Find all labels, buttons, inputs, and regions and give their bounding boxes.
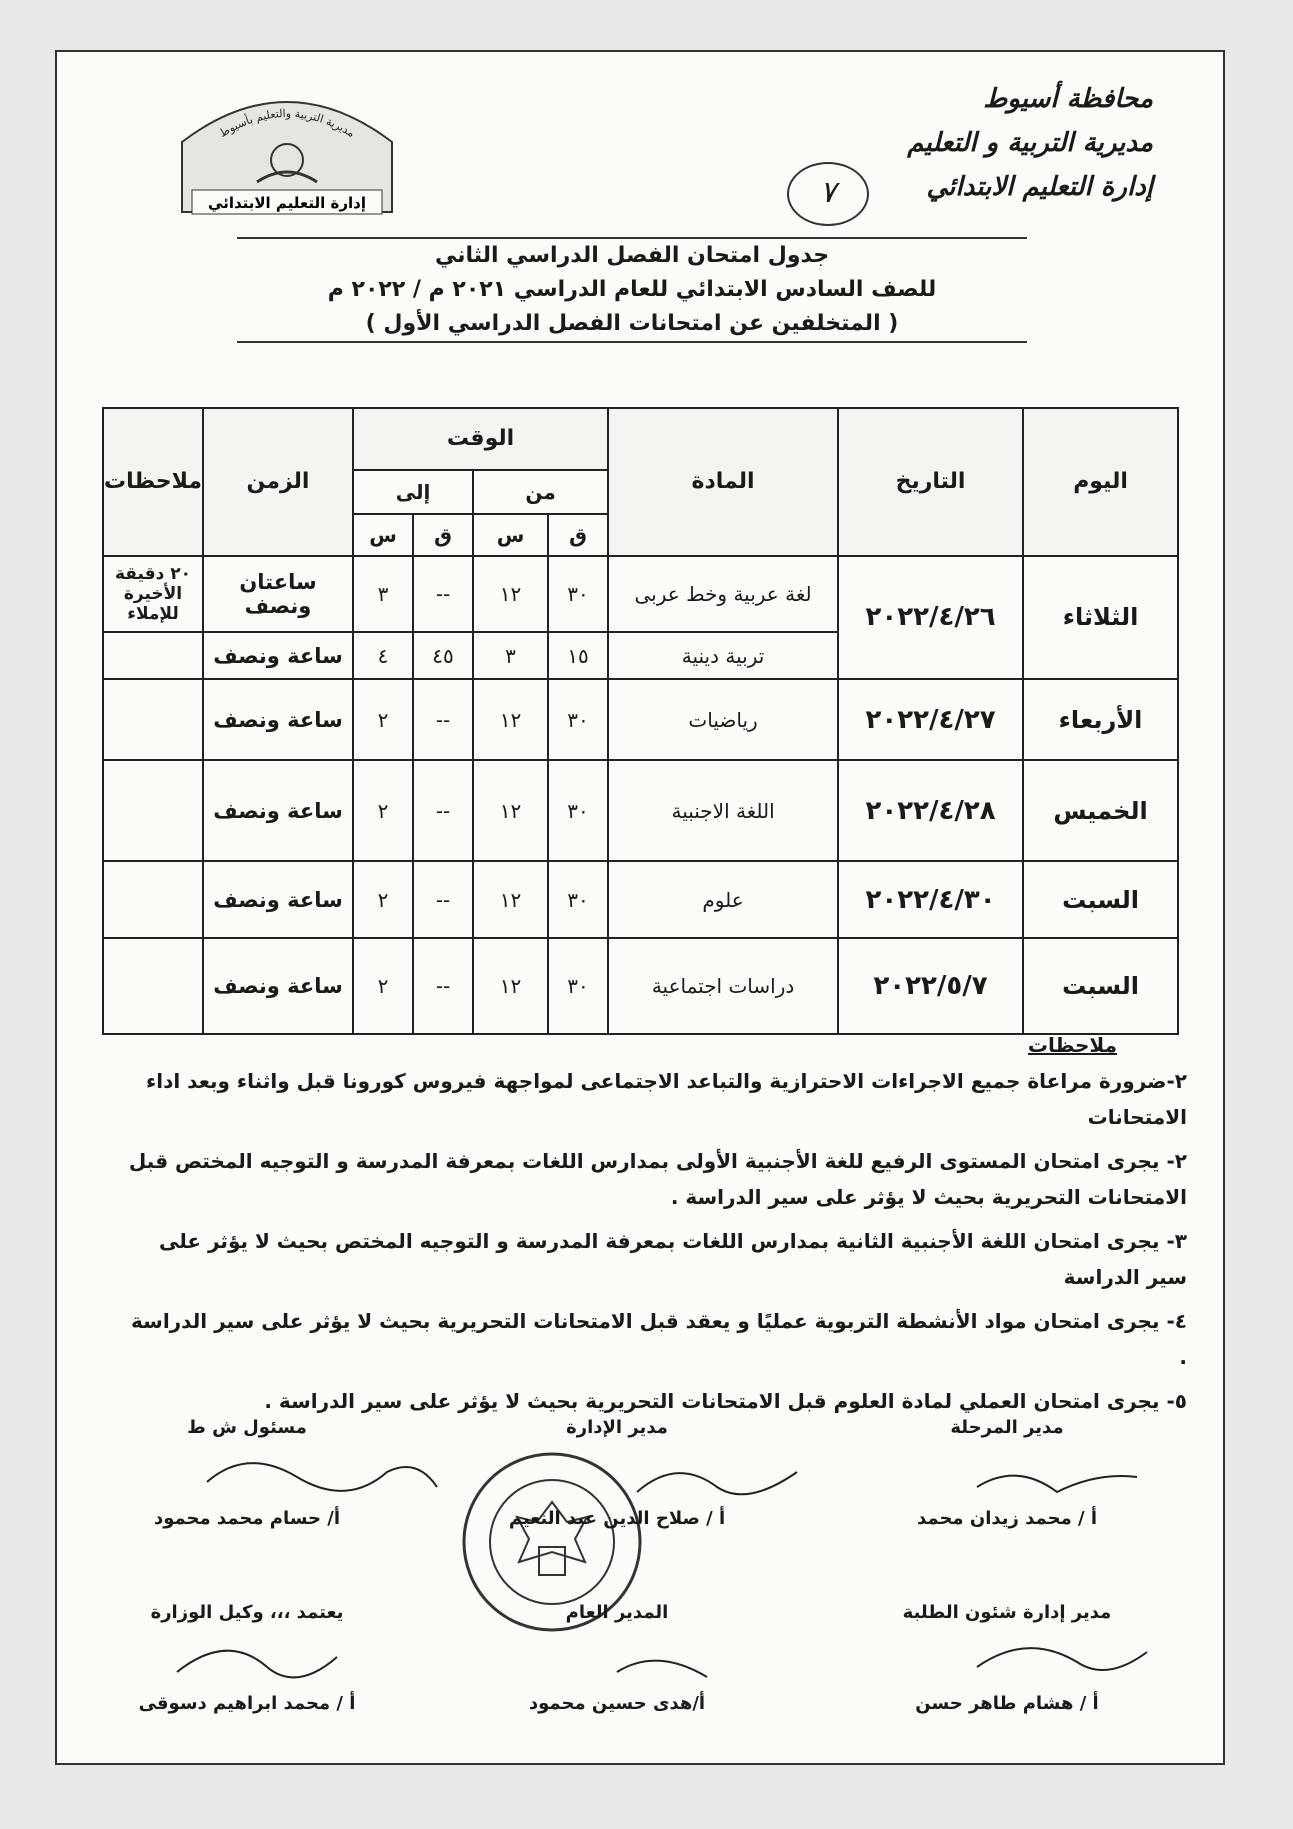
to-hours-cell: ٢ (353, 760, 413, 861)
duration-cell: ساعتان ونصف (203, 556, 353, 632)
from-minutes-cell: ٣٠ (548, 861, 608, 937)
day-cell: السبت (1023, 861, 1178, 937)
title-line-2: للصف السادس الابتدائي للعام الدراسي ٢٠٢١ م / ٢٠٢٢ م (327, 277, 937, 302)
to-minutes-cell: -- (413, 938, 473, 1034)
subject-cell: تربية دينية (608, 632, 838, 679)
header-day: اليوم (1023, 408, 1178, 556)
page-number-mark: ٧ (787, 162, 869, 226)
note-cell: ٢٠ دقيقة الأخيرة للإملاء (103, 556, 203, 632)
duration-cell: ساعة ونصف (203, 760, 353, 861)
signature-title: مدير إدارة شئون الطلبة (902, 1602, 1112, 1623)
signature-name: أ / هشام طاهر حسن (915, 1693, 1099, 1714)
note-cell (103, 938, 203, 1034)
notes-section (127, 1027, 1187, 1427)
to-hours-cell: ٢ (353, 938, 413, 1034)
duration-cell: ساعة ونصف (203, 679, 353, 760)
logo-text: إدارة التعليم الابتدائي (208, 194, 366, 212)
from-minutes-cell: ٣٠ (548, 679, 608, 760)
table-row (103, 556, 1178, 632)
signature-name: أ/هدى حسين محمود (528, 1693, 706, 1714)
to-minutes-cell: ٤٥ (413, 632, 473, 679)
subject-cell: علوم (608, 861, 838, 937)
header-from: من (473, 470, 608, 514)
day-cell: السبت (1023, 938, 1178, 1034)
note-cell (103, 632, 203, 679)
from-minutes-cell: ٣٠ (548, 556, 608, 632)
header-line-administration: إدارة التعليم الابتدائي (926, 172, 1153, 202)
signature-title: يعتمد ،،، وكيل الوزارة (150, 1602, 344, 1623)
date-cell: ٢٠٢٢/٥/٧ (838, 938, 1023, 1034)
subject-cell: رياضيات (608, 679, 838, 760)
signature-name: أ/ حسام محمد محمود (153, 1508, 341, 1529)
header-from-hours: س (473, 514, 548, 556)
date-cell: ٢٠٢٢/٤/٢٧ (838, 679, 1023, 760)
handwritten-signatures (97, 1417, 1187, 1747)
header-to-minutes: ق (413, 514, 473, 556)
signatures-area (97, 1417, 1187, 1747)
signature-name: أ / محمد زيدان محمد (916, 1508, 1098, 1529)
header-date: التاريخ (838, 408, 1023, 556)
date-cell: ٢٠٢٢/٤/٢٦ (838, 556, 1023, 679)
to-minutes-cell: -- (413, 679, 473, 760)
header-duration: الزمن (203, 408, 353, 556)
from-minutes-cell: ٣٠ (548, 938, 608, 1034)
from-minutes-cell: ٣٠ (548, 760, 608, 861)
from-hours-cell: ١٢ (473, 556, 548, 632)
directorate-header (907, 77, 1153, 209)
from-minutes-cell: ١٥ (548, 632, 608, 679)
day-cell: الثلاثاء (1023, 556, 1178, 679)
note-cell (103, 679, 203, 760)
to-hours-cell: ٢ (353, 679, 413, 760)
from-hours-cell: ١٢ (473, 938, 548, 1034)
header-line-directorate: مديرية التربية و التعليم (907, 128, 1153, 158)
date-cell: ٢٠٢٢/٤/٢٨ (838, 760, 1023, 861)
header-time: الوقت (353, 408, 608, 470)
from-hours-cell: ١٢ (473, 760, 548, 861)
day-cell: الأربعاء (1023, 679, 1178, 760)
schedule-titles (197, 237, 1067, 343)
to-minutes-cell: -- (413, 556, 473, 632)
to-hours-cell: ٤ (353, 632, 413, 679)
duration-cell: ساعة ونصف (203, 938, 353, 1034)
signature-name: أ / محمد ابراهيم دسوقى (138, 1693, 356, 1714)
from-hours-cell: ١٢ (473, 861, 548, 937)
note-cell (103, 760, 203, 861)
header-line-governorate: محافظة أسيوط (983, 84, 1153, 114)
note-item: ٣- يجرى امتحان اللغة الأجنبية الثانية بمدارس اللغات بمعرفة المدرسة و التوجيه المختص بحيث لا يؤثر على سير الدراسة (158, 1229, 1187, 1289)
from-hours-cell: ٣ (473, 632, 548, 679)
note-item: ٢-ضرورة مراعاة جميع الاجراءات الاحترازية والتباعد الاجتماعى لمواجهة فيروس كورونا قبل واثناء وبعد اداء الامتحانات (146, 1069, 1187, 1129)
date-cell: ٢٠٢٢/٤/٣٠ (838, 861, 1023, 937)
signature-title: مسئول ش ط (187, 1417, 307, 1438)
header-from-minutes: ق (548, 514, 608, 556)
subject-cell: اللغة الاجنبية (608, 760, 838, 861)
logo-arc-text: مديرية التربية والتعليم بأسيوط (217, 106, 358, 140)
table-row (103, 861, 1178, 937)
notes-heading: ملاحظات (1027, 1033, 1117, 1057)
header-to: إلى (353, 470, 473, 514)
title-line-1: جدول امتحان الفصل الدراسي الثاني (434, 243, 830, 268)
to-minutes-cell: -- (413, 861, 473, 937)
header-subject: المادة (608, 408, 838, 556)
duration-cell: ساعة ونصف (203, 861, 353, 937)
exam-schedule-table (102, 407, 1179, 1035)
note-item: ٢- يجرى امتحان المستوى الرفيع للغة الأجنبية الأولى بمدارس اللغات بمعرفة المدرسة و التوجيه المختص قبل الامتحانات التحريرية بحيث لا يؤثر على سير الدراسة . (128, 1149, 1187, 1209)
signature-name: أ / صلاح الدين عبد النعيم (508, 1508, 726, 1529)
note-item: ٥- يجرى امتحان العملي لمادة العلوم قبل الامتحانات التحريرية بحيث لا يؤثر على سير الدراسة . (264, 1389, 1187, 1413)
subject-cell: دراسات اجتماعية (608, 938, 838, 1034)
table-row (103, 679, 1178, 760)
note-cell (103, 861, 203, 937)
header-to-hours: س (353, 514, 413, 556)
subject-cell: لغة عربية وخط عربى (608, 556, 838, 632)
header-notes: ملاحظات (103, 408, 203, 556)
table-row (103, 938, 1178, 1034)
signature-title: مدير المرحلة (950, 1417, 1064, 1438)
title-line-3: ( المتخلفين عن امتحانات الفصل الدراسي الأول ) (365, 311, 899, 336)
to-hours-cell: ٣ (353, 556, 413, 632)
primary-education-logo (172, 82, 402, 222)
from-hours-cell: ١٢ (473, 679, 548, 760)
table-row (103, 760, 1178, 861)
signature-title: مدير الإدارة (566, 1417, 668, 1438)
signature-title: المدير العام (565, 1602, 669, 1623)
to-hours-cell: ٢ (353, 861, 413, 937)
to-minutes-cell: -- (413, 760, 473, 861)
day-cell: الخميس (1023, 760, 1178, 861)
document-page (55, 50, 1225, 1765)
duration-cell: ساعة ونصف (203, 632, 353, 679)
note-item: ٤- يجرى امتحان مواد الأنشطة التربوية عمليًا و يعقد قبل الامتحانات التحريرية بحيث لا يؤثر على سير الدراسة . (131, 1309, 1187, 1369)
